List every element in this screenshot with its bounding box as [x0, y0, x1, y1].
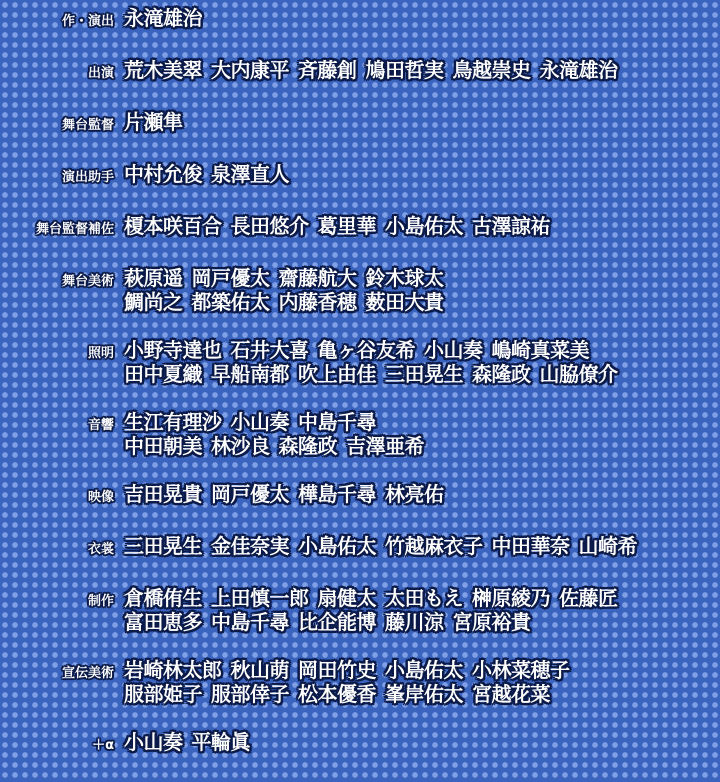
- credit-names: [124, 482, 720, 506]
- credit-names: [124, 58, 720, 82]
- credit-names-line: [124, 682, 720, 706]
- credits-list: [0, 6, 720, 782]
- credit-name: 吉澤亜希: [346, 434, 424, 458]
- credit-row: [0, 266, 720, 314]
- credit-names-line: [124, 730, 720, 754]
- credit-names-line: [124, 410, 720, 434]
- credit-name: 小島佑太: [298, 534, 376, 558]
- credit-row: [0, 658, 720, 706]
- credit-name: 林亮佑: [385, 482, 444, 506]
- credit-row: [0, 162, 720, 190]
- credit-name: 林沙良: [211, 434, 270, 458]
- credit-names-line: [124, 338, 720, 362]
- credit-name: 大内康平: [211, 58, 289, 82]
- credit-names-line: [124, 58, 720, 82]
- credit-name: 泉澤直人: [211, 162, 289, 186]
- credit-names-line: [124, 290, 720, 314]
- credit-name: 上田慎一郎: [211, 586, 309, 610]
- credit-name: 秋山萌: [230, 658, 289, 682]
- credit-role: 舞台監督補佐: [35, 222, 114, 237]
- credit-row: [0, 338, 720, 386]
- credit-role: 作・演出: [61, 14, 114, 29]
- credit-row: [0, 58, 720, 86]
- credit-name: 比企能博: [298, 610, 376, 634]
- credit-names-line: [124, 214, 720, 238]
- credit-name: 薮田大貴: [365, 290, 444, 314]
- credit-row: [0, 730, 720, 758]
- credit-name: 小山奏: [124, 730, 183, 754]
- credit-name: 小山奏: [424, 338, 483, 362]
- credit-name: 鯛尚之: [124, 290, 183, 314]
- credit-name: 生江有理沙: [124, 410, 222, 434]
- credit-row: [0, 6, 720, 34]
- credit-names-line: [124, 6, 720, 30]
- credit-name: 竹越麻衣子: [385, 534, 483, 558]
- credit-role: 映像: [87, 490, 114, 505]
- credit-names: [124, 162, 720, 186]
- credit-name: 三田晃生: [385, 362, 463, 386]
- credit-role: 音響: [87, 418, 114, 433]
- credit-name: 荒木美翠: [124, 58, 202, 82]
- credit-names-line: [124, 162, 720, 186]
- credit-name: 石井大喜: [230, 338, 309, 362]
- credit-names-line: [124, 586, 720, 610]
- credit-name: 早船南都: [211, 362, 289, 386]
- credit-names: [124, 658, 720, 706]
- credit-name: 三田晃生: [124, 534, 202, 558]
- credit-name: 中島千尋: [298, 410, 376, 434]
- credit-name: 都築佑太: [191, 290, 270, 314]
- credit-names-line: [124, 534, 720, 558]
- credit-name: 中村允俊: [124, 162, 202, 186]
- credit-name: 小島佑太: [385, 214, 463, 238]
- credit-name: 葛里華: [317, 214, 376, 238]
- credit-names-line: [124, 610, 720, 634]
- credit-name: 岡戸優太: [191, 266, 270, 290]
- credit-name: 山崎希: [578, 534, 637, 558]
- credit-names: [124, 586, 720, 634]
- credit-name: 榎本咲百合: [124, 214, 222, 238]
- credit-name: 藤川涼: [385, 610, 444, 634]
- credit-names-line: [124, 266, 720, 290]
- credit-name: 永滝雄治: [539, 58, 618, 82]
- credit-name: 太田もえ: [385, 586, 463, 610]
- credit-name: 森隆政: [472, 362, 531, 386]
- credit-name: 宮原裕貴: [452, 610, 531, 634]
- credit-names: [124, 730, 720, 754]
- credit-name: 峯岸佑太: [385, 682, 463, 706]
- credit-role: 宣伝美術: [61, 666, 114, 681]
- credit-name: 平輪眞: [191, 730, 250, 754]
- credit-role: 制作: [87, 594, 114, 609]
- credit-name: 齋藤航大: [278, 266, 357, 290]
- credit-name: 萩原遥: [124, 266, 183, 290]
- credit-name: 中島千尋: [211, 610, 289, 634]
- credit-name: 富田恵多: [124, 610, 202, 634]
- credit-name: 岡戸優太: [211, 482, 289, 506]
- credit-name: 片瀬隼: [124, 110, 183, 134]
- credit-names: [124, 6, 720, 30]
- credit-name: 内藤香穂: [278, 290, 357, 314]
- credit-name: 佐藤匠: [559, 586, 618, 610]
- credit-name: 宮越花菜: [472, 682, 550, 706]
- credit-row: [0, 110, 720, 138]
- credit-name: 斉藤創: [298, 58, 357, 82]
- credit-role: 演出助手: [61, 170, 114, 185]
- credit-names: [124, 214, 720, 238]
- credit-names: [124, 338, 720, 386]
- credit-name: 田中夏織: [124, 362, 202, 386]
- credit-name: 中田朝美: [124, 434, 202, 458]
- credit-name: 樺島千尋: [298, 482, 376, 506]
- credit-name: 岡田竹史: [298, 658, 376, 682]
- credit-role: 舞台監督: [61, 118, 114, 133]
- credit-name: 鈴木球太: [365, 266, 444, 290]
- credit-name: 金佳奈実: [211, 534, 289, 558]
- credit-name: 服部姫子: [124, 682, 202, 706]
- credit-name: 亀ヶ谷友希: [317, 338, 415, 362]
- credit-name: 小山奏: [230, 410, 289, 434]
- credit-names-line: [124, 110, 720, 134]
- credit-name: 吉田晃貴: [124, 482, 202, 506]
- credit-name: 永滝雄治: [124, 6, 202, 30]
- credit-role: 舞台美術: [61, 274, 114, 289]
- credit-name: 服部倖子: [211, 682, 289, 706]
- credit-name: 鳩田哲実: [365, 58, 444, 82]
- credit-name: 扇健太: [317, 586, 376, 610]
- credit-name: 倉橋侑生: [124, 586, 202, 610]
- credit-row: [0, 214, 720, 242]
- credit-name: 長田悠介: [230, 214, 309, 238]
- credit-name: 山脇僚介: [539, 362, 618, 386]
- credit-name: 小野寺達也: [124, 338, 222, 362]
- credit-name: 中田華奈: [491, 534, 570, 558]
- credit-name: 小林菜穂子: [472, 658, 570, 682]
- credit-names: [124, 266, 720, 314]
- credit-row: [0, 482, 720, 510]
- credit-name: 榊原綾乃: [472, 586, 550, 610]
- credit-names: [124, 110, 720, 134]
- credit-name: 吹上由佳: [298, 362, 376, 386]
- credit-name: 森隆政: [278, 434, 337, 458]
- credit-names-line: [124, 658, 720, 682]
- credit-names-line: [124, 362, 720, 386]
- credit-row: [0, 586, 720, 634]
- credit-row: [0, 410, 720, 458]
- credit-name: 嶋崎真菜美: [491, 338, 589, 362]
- credit-name: 鳥越崇史: [452, 58, 531, 82]
- credit-names: [124, 534, 720, 558]
- credit-role: 衣裳: [87, 542, 114, 557]
- credit-names-line: [124, 482, 720, 506]
- credit-row: [0, 534, 720, 562]
- credit-role: 出演: [87, 66, 114, 81]
- credit-name: 古澤諒祐: [472, 214, 550, 238]
- credit-role: ＋α: [92, 738, 114, 753]
- credit-names: [124, 410, 720, 458]
- credit-name: 岩崎林太郎: [124, 658, 222, 682]
- credit-name: 松本優香: [298, 682, 376, 706]
- credit-names-line: [124, 434, 720, 458]
- credit-name: 小島佑太: [385, 658, 463, 682]
- credit-role: 照明: [87, 346, 114, 361]
